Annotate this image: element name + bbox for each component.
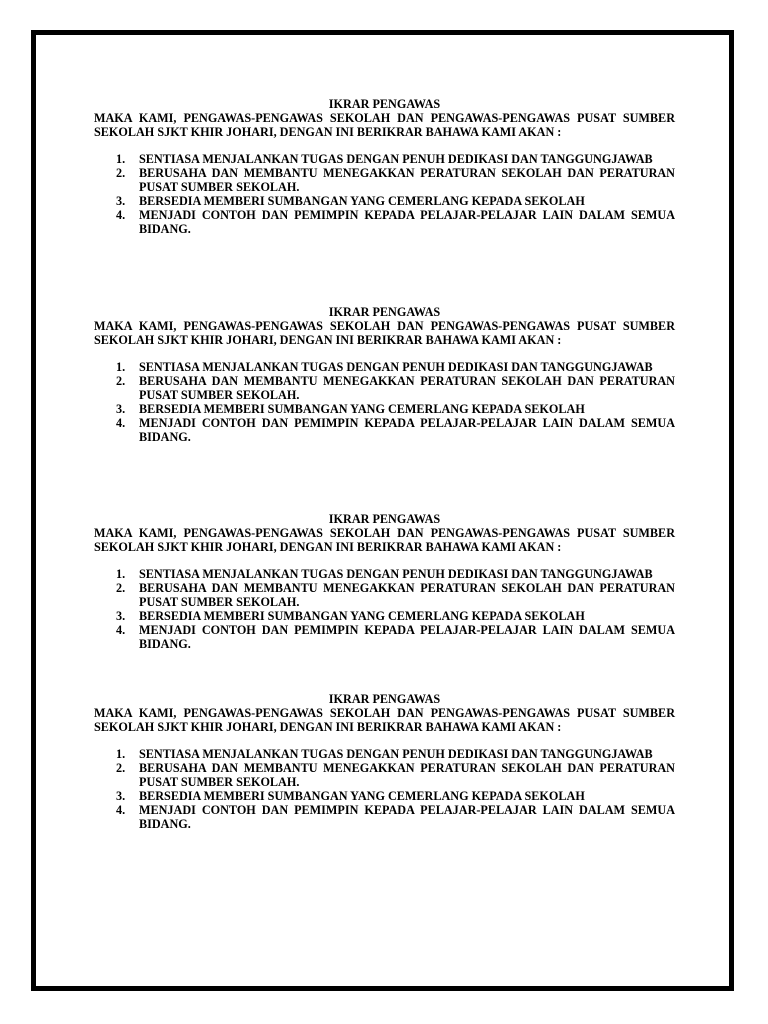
pledge-block-2 <box>94 305 675 444</box>
pledge-item <box>94 360 675 374</box>
pledge-item <box>94 567 675 581</box>
pledge-item-text: BERUSAHA DAN MEMBANTU MENEGAKKAN PERATURAN SEKOLAH DAN PERATURAN PUSAT SUMBER SEKOLAH. <box>139 581 675 609</box>
pledge-item <box>94 166 675 194</box>
pledge-item-text: BERSEDIA MEMBERI SUMBANGAN YANG CEMERLANG KEPADA SEKOLAH <box>139 194 585 208</box>
pledge-item-number: 2. <box>116 761 126 775</box>
pledge-block-3 <box>94 512 675 651</box>
pledge-item-text: BERSEDIA MEMBERI SUMBANGAN YANG CEMERLANG KEPADA SEKOLAH <box>139 609 585 623</box>
pledge-list <box>94 567 675 651</box>
pledge-item-number: 3. <box>116 194 126 208</box>
pledge-item-number: 4. <box>116 623 126 637</box>
pledge-block-1 <box>94 97 675 236</box>
pledge-item-text: SENTIASA MENJALANKAN TUGAS DENGAN PENUH DEDIKASI DAN TANGGUNGJAWAB <box>139 360 653 374</box>
pledge-item <box>94 416 675 444</box>
pledge-title: IKRAR PENGAWAS <box>328 692 441 706</box>
pledge-item-number: 3. <box>116 402 126 416</box>
pledge-item <box>94 194 675 208</box>
pledge-item <box>94 803 675 831</box>
pledge-item-text: MENJADI CONTOH DAN PEMIMPIN KEPADA PELAJAR-PELAJAR LAIN DALAM SEMUA BIDANG. <box>139 623 675 651</box>
pledge-item-text: MENJADI CONTOH DAN PEMIMPIN KEPADA PELAJAR-PELAJAR LAIN DALAM SEMUA BIDANG. <box>139 416 675 444</box>
pledge-item-text: SENTIASA MENJALANKAN TUGAS DENGAN PENUH DEDIKASI DAN TANGGUNGJAWAB <box>139 567 653 581</box>
pledge-list <box>94 360 675 444</box>
pledge-item <box>94 152 675 166</box>
pledge-item <box>94 402 675 416</box>
pledge-item-number: 2. <box>116 581 126 595</box>
pledge-item-text: SENTIASA MENJALANKAN TUGAS DENGAN PENUH DEDIKASI DAN TANGGUNGJAWAB <box>139 747 653 761</box>
pledge-item-number: 4. <box>116 803 126 817</box>
pledge-item-text: BERUSAHA DAN MEMBANTU MENEGAKKAN PERATURAN SEKOLAH DAN PERATURAN PUSAT SUMBER SEKOLAH. <box>139 166 675 194</box>
pledge-intro: MAKA KAMI, PENGAWAS-PENGAWAS SEKOLAH DAN PENGAWAS-PENGAWAS PUSAT SUMBER SEKOLAH SJKT KHIR JOHARI, DENGAN INI BERIKRAR BAHAWA KAMI AKAN : <box>94 319 675 347</box>
pledge-item <box>94 581 675 609</box>
pledge-title: IKRAR PENGAWAS <box>328 512 441 526</box>
pledge-item-number: 3. <box>116 609 126 623</box>
pledge-item-text: SENTIASA MENJALANKAN TUGAS DENGAN PENUH DEDIKASI DAN TANGGUNGJAWAB <box>139 152 653 166</box>
pledge-list <box>94 747 675 831</box>
pledge-intro: MAKA KAMI, PENGAWAS-PENGAWAS SEKOLAH DAN PENGAWAS-PENGAWAS PUSAT SUMBER SEKOLAH SJKT KHIR JOHARI, DENGAN INI BERIKRAR BAHAWA KAMI AKAN : <box>94 706 675 734</box>
pledge-item-number: 1. <box>116 360 126 374</box>
pledge-item <box>94 374 675 402</box>
pledge-block-4 <box>94 692 675 831</box>
pledge-item <box>94 747 675 761</box>
pledge-item <box>94 789 675 803</box>
pledge-item <box>94 623 675 651</box>
pledge-item-number: 2. <box>116 374 126 388</box>
pledge-title: IKRAR PENGAWAS <box>328 305 441 319</box>
pledge-item <box>94 609 675 623</box>
pledge-intro: MAKA KAMI, PENGAWAS-PENGAWAS SEKOLAH DAN PENGAWAS-PENGAWAS PUSAT SUMBER SEKOLAH SJKT KHIR JOHARI, DENGAN INI BERIKRAR BAHAWA KAMI AKAN : <box>94 526 675 554</box>
pledge-item <box>94 208 675 236</box>
pledge-intro: MAKA KAMI, PENGAWAS-PENGAWAS SEKOLAH DAN PENGAWAS-PENGAWAS PUSAT SUMBER SEKOLAH SJKT KHIR JOHARI, DENGAN INI BERIKRAR BAHAWA KAMI AKAN : <box>94 111 675 139</box>
pledge-item-text: BERSEDIA MEMBERI SUMBANGAN YANG CEMERLANG KEPADA SEKOLAH <box>139 402 585 416</box>
pledge-item-text: BERSEDIA MEMBERI SUMBANGAN YANG CEMERLANG KEPADA SEKOLAH <box>139 789 585 803</box>
pledge-item-number: 4. <box>116 416 126 430</box>
pledge-item-text: MENJADI CONTOH DAN PEMIMPIN KEPADA PELAJAR-PELAJAR LAIN DALAM SEMUA BIDANG. <box>139 803 675 831</box>
pledge-item-number: 2. <box>116 166 126 180</box>
pledge-item-number: 1. <box>116 567 126 581</box>
pledge-item-number: 1. <box>116 747 126 761</box>
pledge-item-number: 1. <box>116 152 126 166</box>
pledge-item-text: BERUSAHA DAN MEMBANTU MENEGAKKAN PERATURAN SEKOLAH DAN PERATURAN PUSAT SUMBER SEKOLAH. <box>139 374 675 402</box>
pledge-list <box>94 152 675 236</box>
pledge-item-number: 4. <box>116 208 126 222</box>
pledge-item-text: BERUSAHA DAN MEMBANTU MENEGAKKAN PERATURAN SEKOLAH DAN PERATURAN PUSAT SUMBER SEKOLAH. <box>139 761 675 789</box>
pledge-item <box>94 761 675 789</box>
pledge-item-number: 3. <box>116 789 126 803</box>
pledge-item-text: MENJADI CONTOH DAN PEMIMPIN KEPADA PELAJAR-PELAJAR LAIN DALAM SEMUA BIDANG. <box>139 208 675 236</box>
pledge-title: IKRAR PENGAWAS <box>328 97 441 111</box>
